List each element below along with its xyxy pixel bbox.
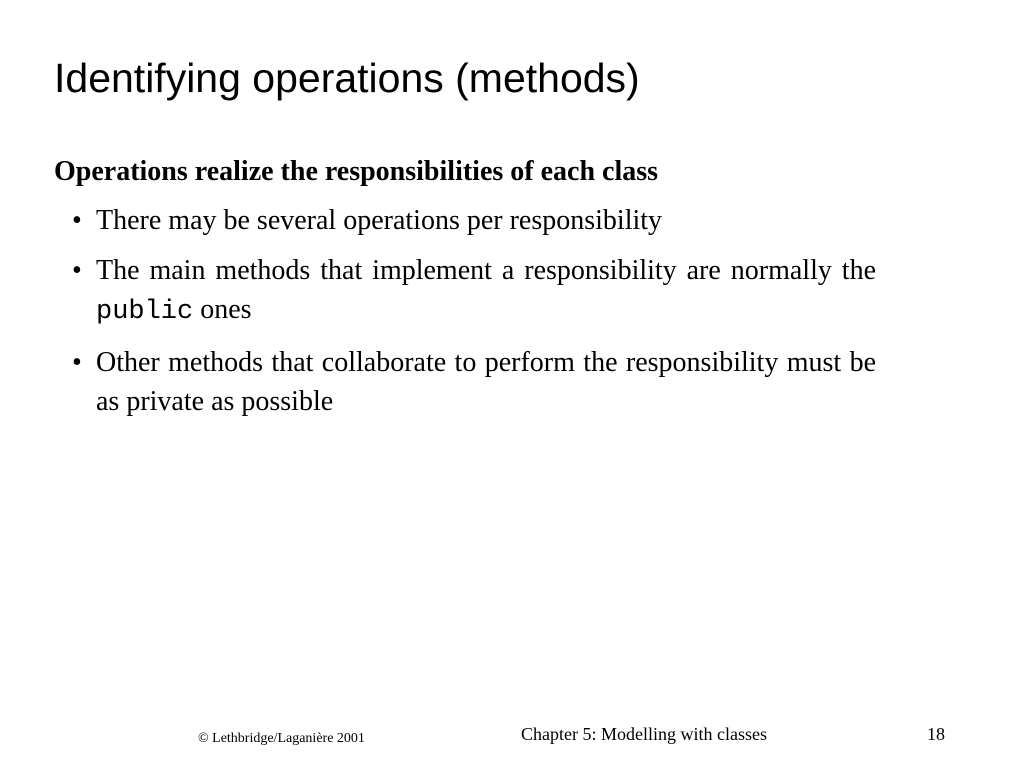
bullet-item [54, 201, 876, 240]
bullet-icon: • [72, 205, 82, 236]
code-keyword: public [96, 297, 194, 327]
bullet-item [54, 343, 876, 421]
bullet-text: ones [200, 294, 252, 325]
slide-title: Identifying operations (methods) [54, 55, 640, 101]
bullet-text: The main methods that implement a responsibility are normally the [96, 255, 876, 286]
section-heading: Operations realize the responsibilities of each class [54, 156, 659, 187]
footer-copyright: © Lethbridge/Laganière 2001 [198, 731, 365, 746]
bullet-text: Other methods that collaborate to perform the responsibility must be as private as possible [96, 347, 876, 417]
bullet-text: There may be several operations per responsibility [96, 205, 663, 236]
page-number: 18 [927, 724, 945, 744]
footer-chapter: Chapter 5: Modelling with classes [521, 724, 767, 744]
slide-content [54, 152, 876, 432]
bullet-icon: • [72, 347, 82, 378]
bullet-item [54, 251, 876, 332]
bullet-icon: • [72, 255, 82, 286]
bullet-list [54, 201, 876, 421]
